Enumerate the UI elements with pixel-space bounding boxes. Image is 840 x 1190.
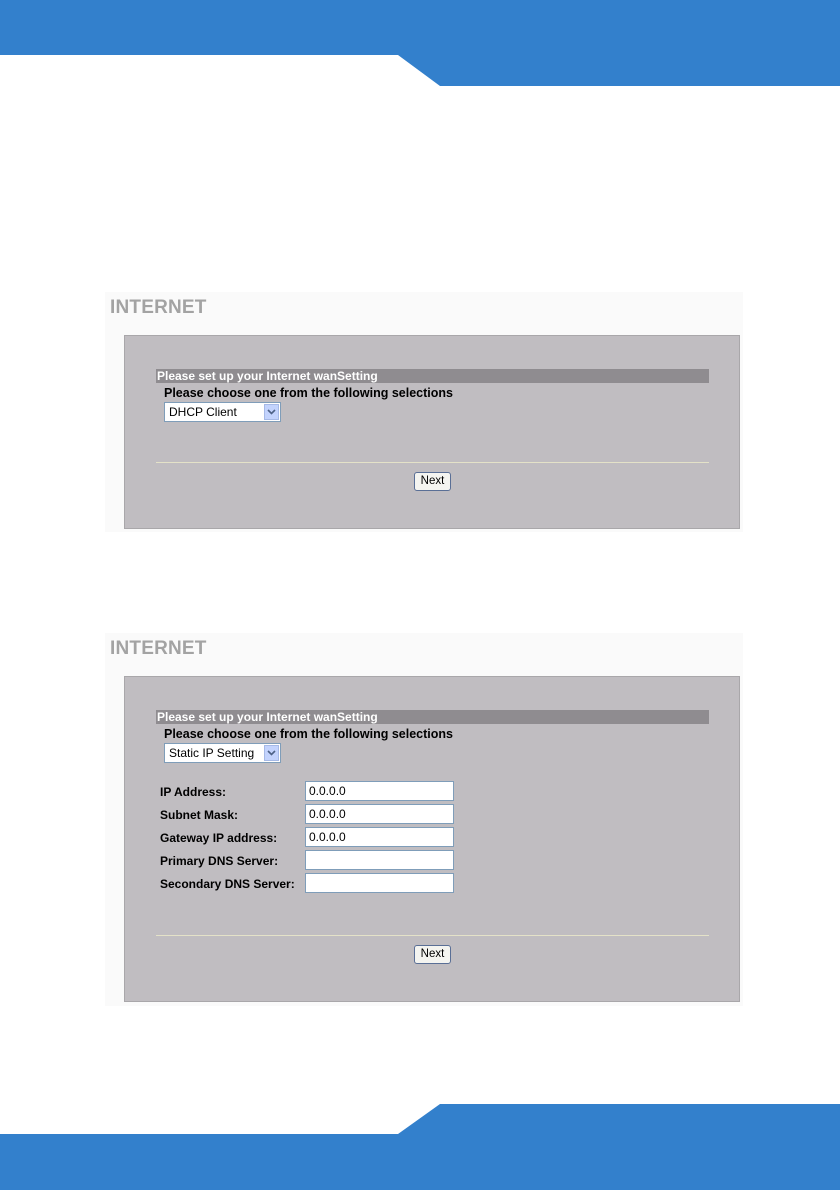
bottom-band-shape (0, 1104, 840, 1190)
primary-dns-label: Primary DNS Server: (160, 854, 279, 868)
divider (156, 462, 709, 463)
primary-dns-input[interactable] (305, 850, 454, 870)
ip-address-label: IP Address: (160, 785, 227, 799)
chevron-down-icon[interactable] (264, 745, 279, 761)
wan-mode-selected-value: DHCP Client (169, 405, 237, 419)
section-header: Please set up your Internet wanSetting (156, 710, 709, 724)
gateway-ip-row (160, 827, 460, 847)
choose-mode-label: Please choose one from the following selections (164, 727, 453, 741)
wan-setup-panel (124, 676, 740, 1002)
ip-address-input[interactable] (305, 781, 454, 801)
ip-address-row (160, 781, 460, 801)
section-header: Please set up your Internet wanSetting (156, 369, 709, 383)
gateway-ip-label: Gateway IP address: (160, 831, 278, 845)
next-button[interactable]: Next (414, 472, 451, 491)
page-title: INTERNET (110, 638, 207, 659)
top-header-band (0, 0, 840, 86)
internet-screen-dhcp (105, 292, 743, 532)
secondary-dns-label: Secondary DNS Server: (160, 877, 295, 891)
secondary-dns-row (160, 873, 460, 893)
chevron-down-icon[interactable] (264, 404, 279, 420)
next-button[interactable]: Next (414, 945, 451, 964)
subnet-mask-input[interactable] (305, 804, 454, 824)
bottom-footer-band (0, 1104, 840, 1190)
internet-screen-static-ip (105, 633, 743, 1006)
choose-mode-label: Please choose one from the following selections (164, 386, 453, 400)
wan-setup-panel (124, 335, 740, 529)
wan-mode-select[interactable] (164, 402, 281, 422)
divider (156, 935, 709, 936)
wan-mode-select[interactable] (164, 743, 281, 763)
gateway-ip-input[interactable] (305, 827, 454, 847)
subnet-mask-label: Subnet Mask: (160, 808, 239, 822)
page-title: INTERNET (110, 297, 207, 318)
secondary-dns-input[interactable] (305, 873, 454, 893)
subnet-mask-row (160, 804, 460, 824)
primary-dns-row (160, 850, 460, 870)
top-band-shape (0, 0, 840, 86)
wan-mode-selected-value: Static IP Setting (169, 746, 255, 760)
